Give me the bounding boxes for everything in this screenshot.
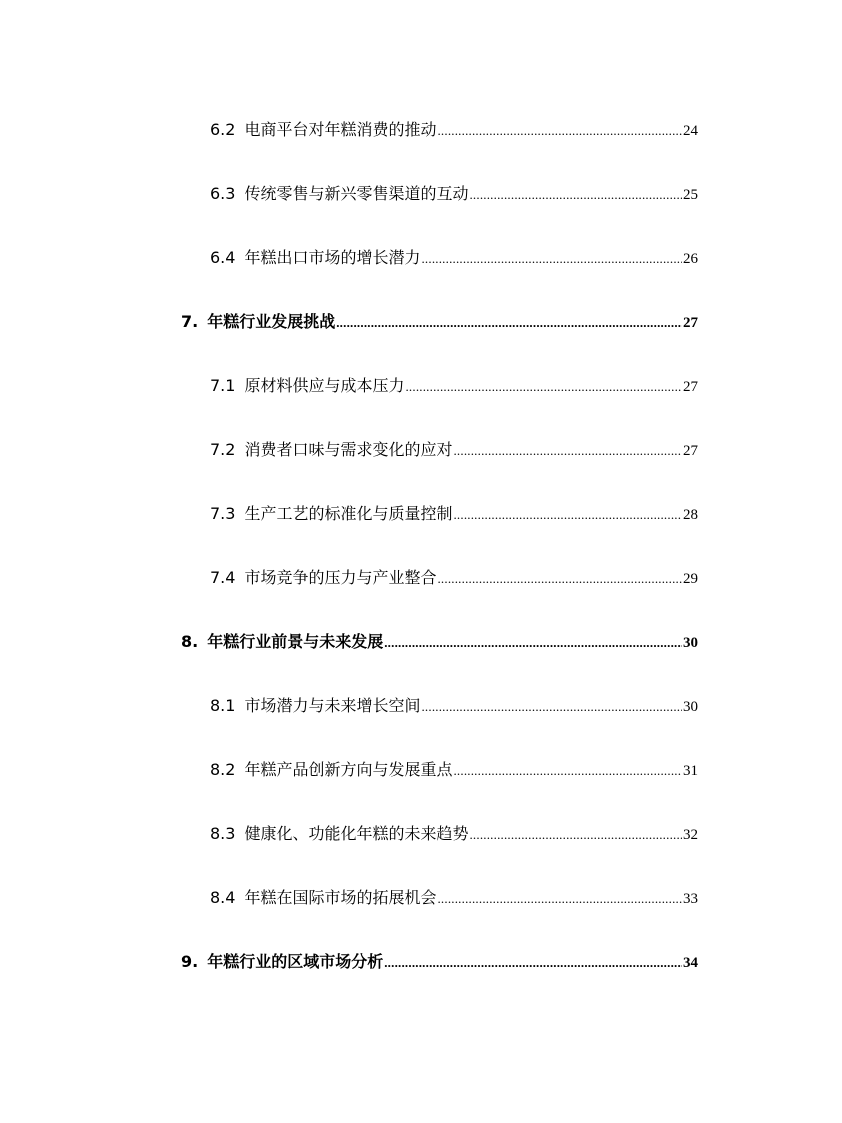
toc-entry-7-2[interactable]	[210, 438, 698, 462]
toc-entry-title: 健康化、功能化年糕的未来趋势	[244, 824, 469, 843]
toc-entry-number: 7.4	[210, 568, 236, 587]
toc-dot-leader	[421, 695, 682, 719]
toc-dot-leader	[453, 503, 682, 527]
toc-entry-8-1[interactable]	[210, 694, 698, 718]
toc-entry-page: 32	[683, 827, 698, 843]
toc-entry-title: 电商平台对年糕消费的推动	[244, 120, 437, 139]
toc-dot-leader	[453, 759, 682, 783]
toc-entry-page: 27	[683, 315, 698, 331]
toc-entry-page: 24	[683, 123, 698, 139]
toc-entry-8-3[interactable]	[210, 822, 698, 846]
toc-entry-8[interactable]	[181, 630, 698, 654]
toc-entry-number: 7.1	[210, 376, 236, 395]
toc-dot-leader	[437, 887, 682, 911]
toc-entry-title: 生产工艺的标准化与质量控制	[244, 504, 453, 523]
toc-entry-number: 8.2	[210, 760, 236, 779]
toc-dot-leader	[469, 823, 682, 847]
toc-entry-page: 30	[683, 635, 698, 651]
toc-entry-title: 市场潜力与未来增长空间	[244, 696, 421, 715]
toc-entry-page: 28	[683, 507, 698, 523]
toc-entry-title: 市场竞争的压力与产业整合	[244, 568, 437, 587]
toc-dot-leader	[469, 183, 682, 207]
toc-entry-title: 年糕产品创新方向与发展重点	[244, 760, 453, 779]
toc-dot-leader	[437, 567, 682, 591]
toc-entry-number: 6.2	[210, 120, 236, 139]
toc-entry-number: 8.	[181, 632, 199, 651]
toc-entry-number: 8.4	[210, 888, 236, 907]
toc-entry-7-1[interactable]	[210, 374, 698, 398]
toc-entry-page: 26	[683, 251, 698, 267]
toc-entry-number: 6.3	[210, 184, 236, 203]
toc-entry-6-4[interactable]	[210, 246, 698, 270]
toc-entry-number: 7.	[181, 312, 199, 331]
toc-dot-leader	[405, 375, 682, 399]
toc-entry-page: 30	[683, 699, 698, 715]
toc-entry-title: 年糕出口市场的增长潜力	[244, 248, 421, 267]
toc-dot-leader	[336, 311, 682, 335]
toc-entry-title: 年糕在国际市场的拓展机会	[244, 888, 437, 907]
toc-entry-title: 年糕行业的区域市场分析	[207, 952, 384, 971]
toc-entry-page: 34	[683, 955, 698, 971]
toc-entry-7-3[interactable]	[210, 502, 698, 526]
toc-entry-page: 29	[683, 571, 698, 587]
toc-entry-title: 年糕行业前景与未来发展	[207, 632, 384, 651]
toc-entry-page: 31	[683, 763, 698, 779]
toc-entry-number: 9.	[181, 952, 199, 971]
toc-dot-leader	[384, 951, 682, 975]
toc-entry-8-2[interactable]	[210, 758, 698, 782]
toc-entry-title: 消费者口味与需求变化的应对	[244, 440, 453, 459]
toc-entry-6-2[interactable]	[210, 118, 698, 142]
toc-entry-number: 7.3	[210, 504, 236, 523]
toc-entry-7[interactable]	[181, 310, 698, 334]
toc-dot-leader	[437, 119, 682, 143]
toc-entry-page: 27	[683, 379, 698, 395]
toc-entry-9[interactable]	[181, 950, 698, 974]
toc-entry-6-3[interactable]	[210, 182, 698, 206]
toc-entry-number: 8.1	[210, 696, 236, 715]
toc-entry-page: 33	[683, 891, 698, 907]
toc-dot-leader	[453, 439, 682, 463]
toc-entry-8-4[interactable]	[210, 886, 698, 910]
toc-dot-leader	[421, 247, 682, 271]
toc-entry-title: 传统零售与新兴零售渠道的互动	[244, 184, 469, 203]
toc-dot-leader	[384, 631, 682, 655]
toc-entry-title: 原材料供应与成本压力	[244, 376, 405, 395]
toc-entry-number: 7.2	[210, 440, 236, 459]
toc-entry-number: 8.3	[210, 824, 236, 843]
toc-entry-page: 27	[683, 443, 698, 459]
toc-entry-page: 25	[683, 187, 698, 203]
toc-entry-title: 年糕行业发展挑战	[207, 312, 336, 331]
toc-entry-number: 6.4	[210, 248, 236, 267]
toc-entry-7-4[interactable]	[210, 566, 698, 590]
